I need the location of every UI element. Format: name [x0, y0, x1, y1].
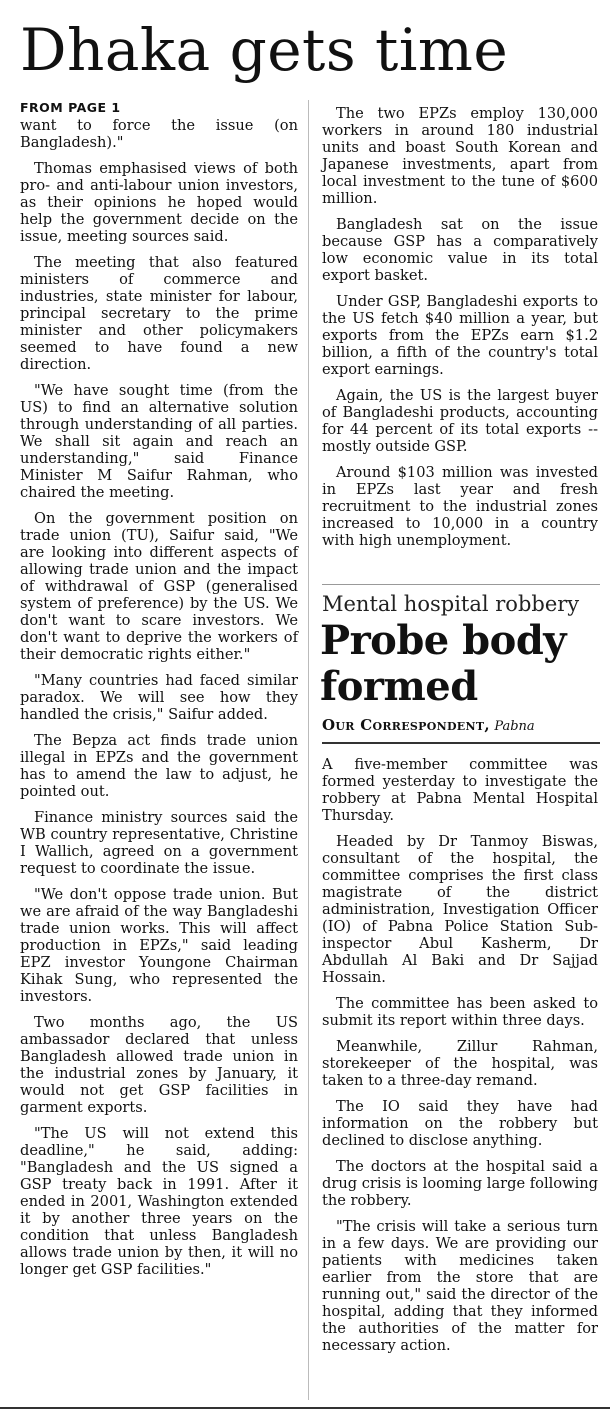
second-story-paragraph: Headed by Dr Tanmoy Biswas, consultant of the hospital, the committee comprises the first class magistrate of the district administration, Investigation Officer (IO) of Pabna Police Station Sub-inspector Abul Kasherm, Dr Abdullah Al Baki and Dr Sajjad Hossain. — [322, 833, 598, 986]
second-story-headline: Probe body formed — [320, 617, 567, 710]
byline-rule — [322, 742, 600, 744]
column-divider — [308, 100, 309, 1400]
main-story-paragraph: "We have sought time (from the US) to find an alternative solution through understanding of all parties. We shall sit again and reach an understanding," said Finance Minister M Saifur Rahman, who chaired the meeting. — [20, 382, 298, 501]
second-story-paragraph: The IO said they have had information on the robbery but declined to disclose anything. — [322, 1098, 598, 1149]
second-story-paragraph: Meanwhile, Zillur Rahman, storekeeper of the hospital, was taken to a three-day remand. — [322, 1038, 598, 1089]
main-story-paragraph: Two months ago, the US ambassador declared that unless Bangladesh allowed trade union in the industrial zones by January, it would not get GSP facilities in garment exports. — [20, 1014, 298, 1116]
main-story-paragraph: "The US will not extend this deadline," he said, adding: "Bangladesh and the US signed a GSP treaty back in 1991. After it ended in 2001, Washington extended it by another three years on the condition that unless Bangladesh allows trade union by then, it will no longer get GSP facilities." — [20, 1125, 298, 1278]
second-story-paragraph: The committee has been asked to submit its report within three days. — [322, 995, 598, 1029]
main-story-paragraph: The Bepza act finds trade union illegal in EPZs and the government has to amend the law to adjust, he pointed out. — [20, 732, 298, 800]
main-story-left-column — [20, 100, 298, 1287]
main-story-paragraph: The meeting that also featured ministers of commerce and industries, state minister for labour, principal secretary to the prime minister and other policymakers seemed to have found a new direction. — [20, 254, 298, 373]
main-story-paragraph: Finance ministry sources said the WB country representative, Christine I Wallich, agreed on a government request to coordinate the issue. — [20, 809, 298, 877]
second-story-paragraph: A five-member committee was formed yesterday to investigate the robbery at Pabna Mental Hospital Thursday. — [322, 756, 598, 824]
second-story-body — [322, 756, 598, 1363]
byline-name: Our Correspondent, — [322, 716, 490, 734]
story-divider — [322, 584, 600, 585]
main-story-paragraph: Under GSP, Bangladeshi exports to the US fetch $40 million a year, but exports from the EPZs earn $1.2 billion, a fifth of the country's total export earnings. — [322, 293, 598, 378]
main-story-paragraph: Around $103 million was invested in EPZs last year and fresh recruitment to the industrial zones increased to 10,000 in a country with high unemployment. — [322, 464, 598, 549]
bottom-rule — [0, 1407, 610, 1409]
byline — [322, 716, 535, 736]
main-story-paragraph: "We don't oppose trade union. But we are afraid of the way Bangladeshi trade union works. This will affect production in EPZs," said leading EPZ investor Youngone Chairman Kihak Sung, who represented the investors. — [20, 886, 298, 1005]
main-story-paragraph: Bangladesh sat on the issue because GSP has a comparatively low economic value in its total export basket. — [322, 216, 598, 284]
second-story-paragraph: "The crisis will take a serious turn in a few days. We are providing our patients with medicines taken earlier from the store that are running out," said the director of the hospital, adding that they informed the authorities of the matter for necessary action. — [322, 1218, 598, 1354]
second-story-kicker: Mental hospital robbery — [322, 592, 580, 616]
main-story-paragraph: want to force the issue (on Bangladesh)." — [20, 117, 298, 151]
continuation-label: FROM PAGE 1 — [20, 100, 121, 115]
main-story-right-column — [322, 105, 598, 558]
main-story-paragraph: Thomas emphasised views of both pro- and anti-labour union investors, as their opinions he hoped would help the government decide on the issue, meeting sources said. — [20, 160, 298, 245]
main-story-paragraph: On the government position on trade union (TU), Saifur said, "We are looking into different aspects of allowing trade union and the impact of withdrawal of GSP (generalised system of preference) by the US. We don't want to scare investors. We don't want to deprive the workers of their democratic rights either." — [20, 510, 298, 663]
main-story-paragraph: The two EPZs employ 130,000 workers in around 180 industrial units and boast South Korean and Japanese investments, apart from local investment to the tune of $600 million. — [322, 105, 598, 207]
main-story-paragraph: "Many countries had faced similar paradox. We will see how they handled the crisis," Saifur added. — [20, 672, 298, 723]
main-story-paragraph: Again, the US is the largest buyer of Bangladeshi products, accounting for 44 percent of its total exports -- mostly outside GSP. — [322, 387, 598, 455]
byline-place: Pabna — [494, 719, 535, 734]
main-headline: Dhaka gets time — [20, 16, 509, 84]
second-story-paragraph: The doctors at the hospital said a drug crisis is looming large following the robbery. — [322, 1158, 598, 1209]
